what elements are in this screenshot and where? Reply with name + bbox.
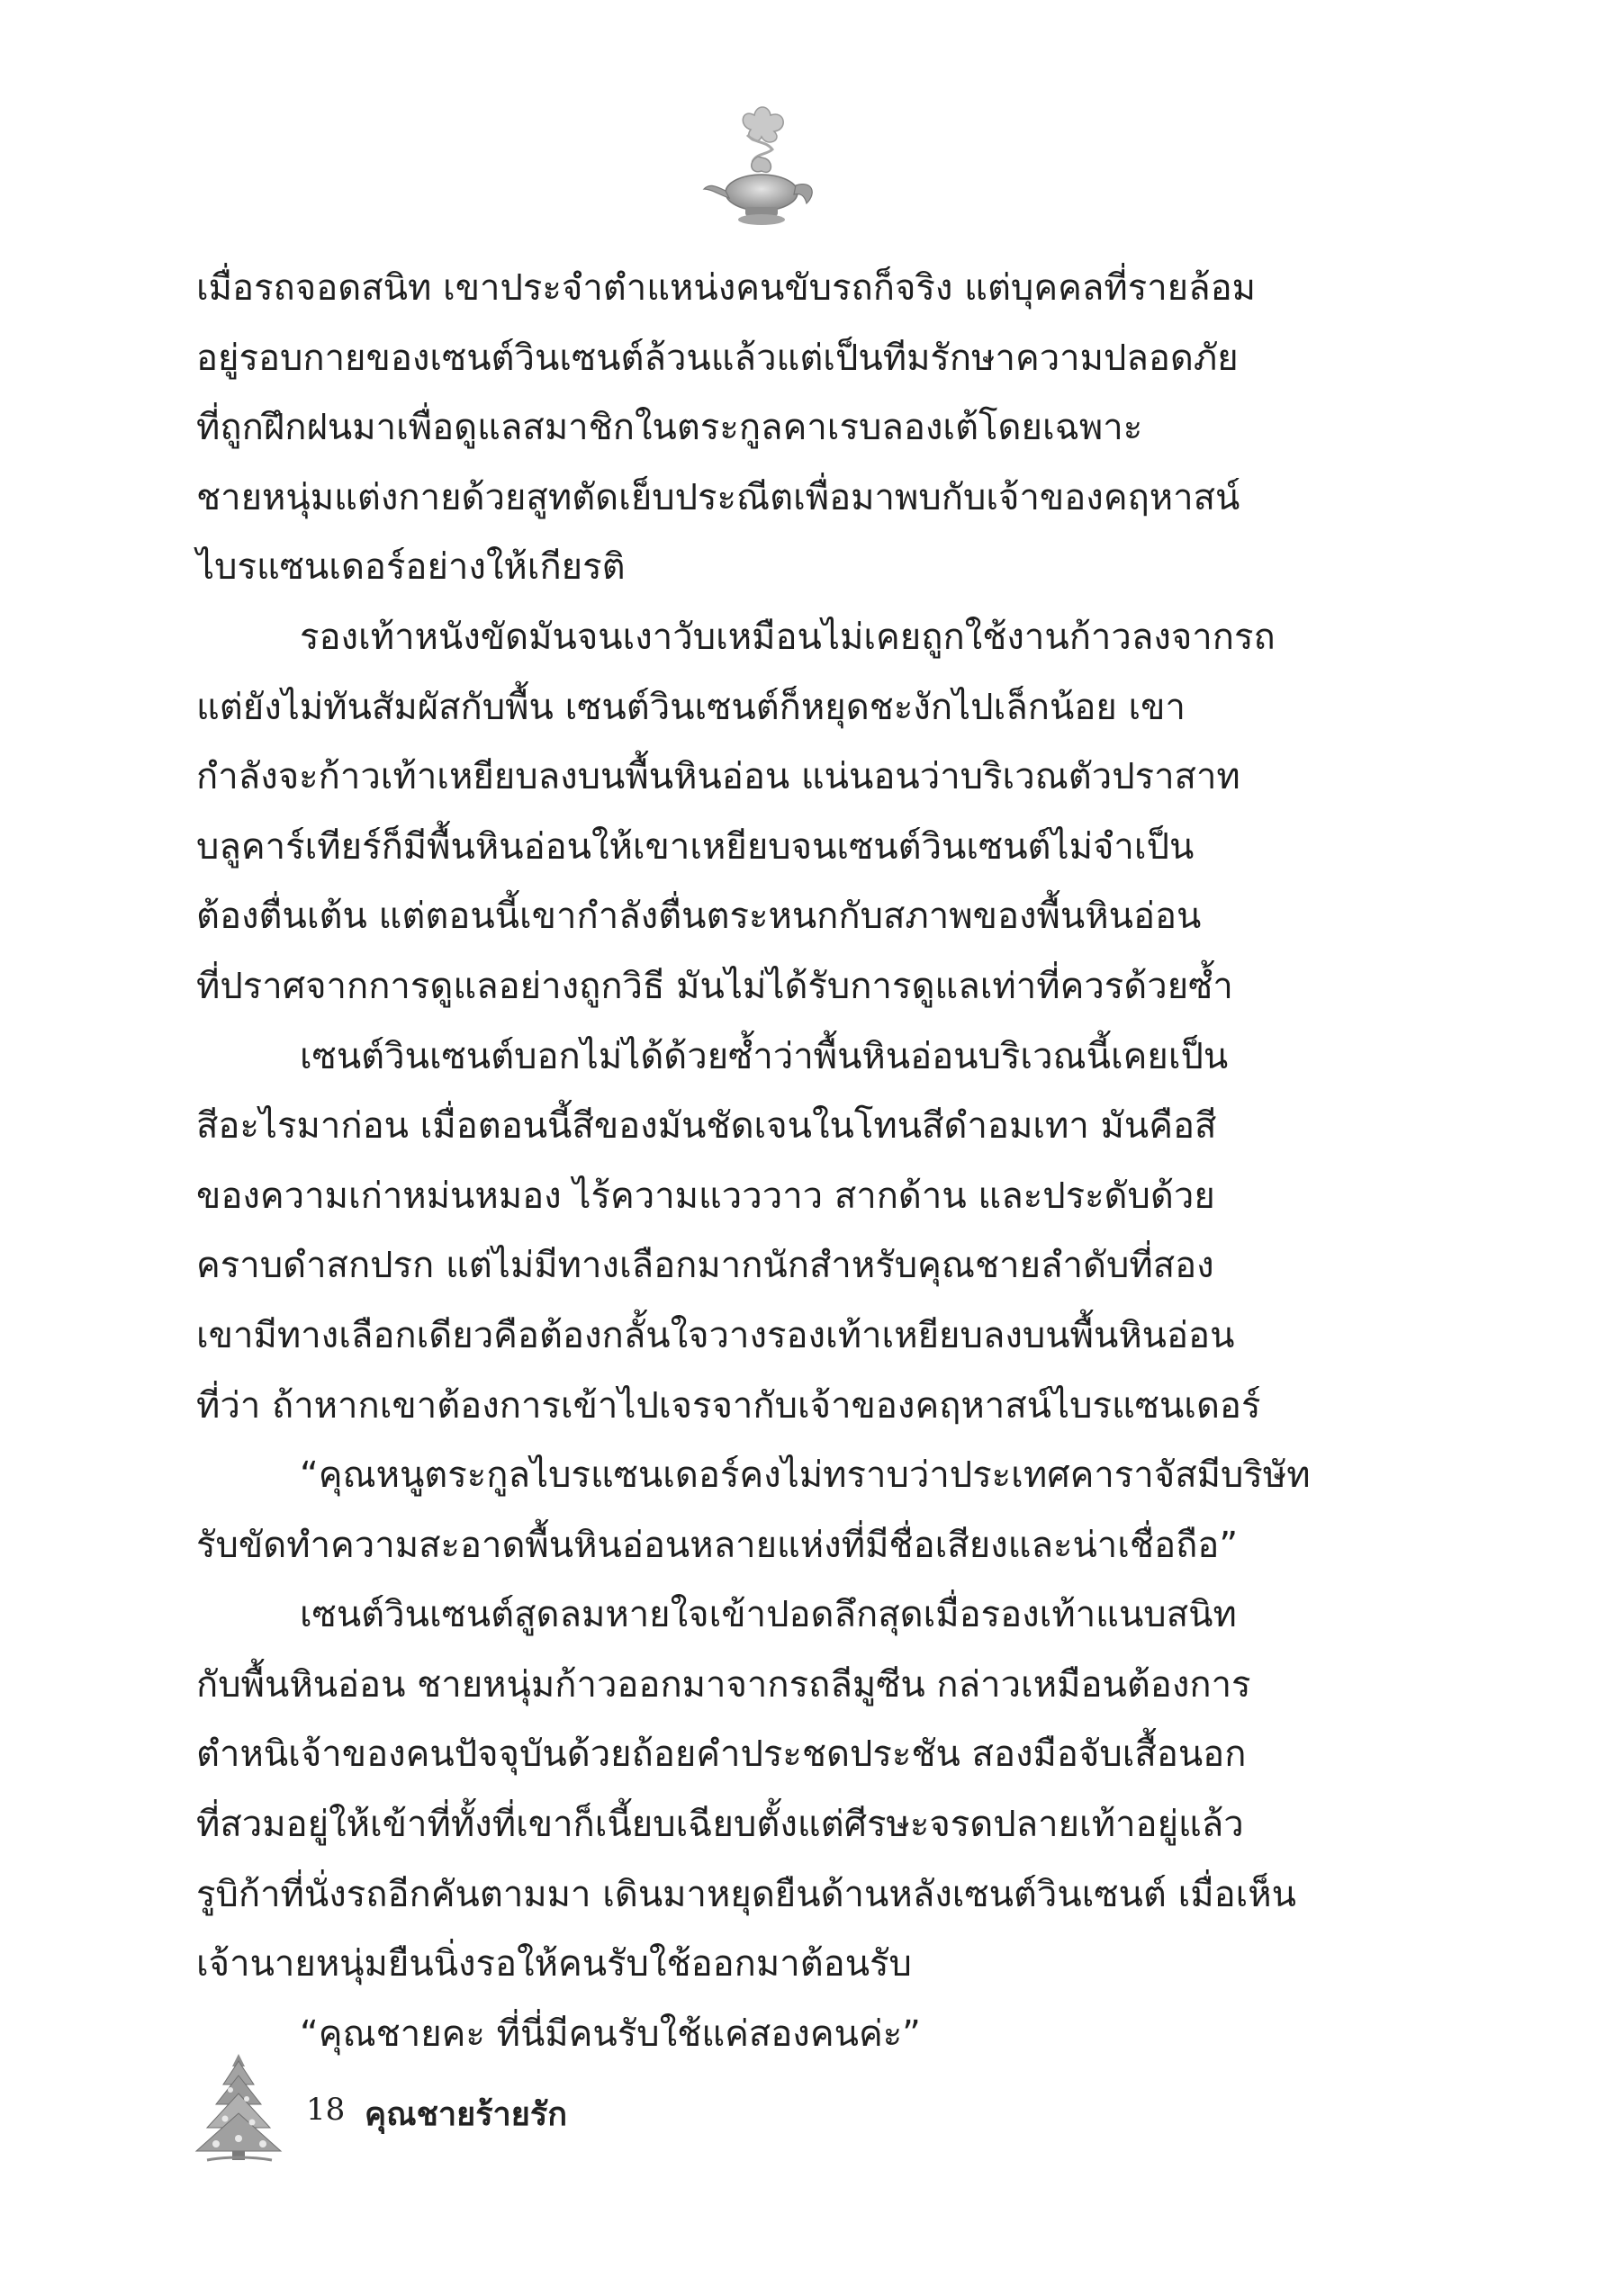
- text-line: ต้องตื่นเต้น แต่ตอนนี้เขากำลังตื่นตระหนกกับสภาพของพื้นหินอ่อน: [196, 896, 1202, 938]
- text-line: คราบดำสกปรก แต่ไม่มีทางเลือกมากนักสำหรับคุณชายลำดับที่สอง: [196, 1245, 1214, 1287]
- text-line: “คุณหนูตระกูลไบรแซนเดอร์คงไม่ทราบว่าประเทศคาราจัสมีบริษัท: [300, 1454, 1311, 1497]
- page-number: 18: [306, 2092, 346, 2128]
- text-line: ชายหนุ่มแต่งกายด้วยสูทตัดเย็บประณีตเพื่อมาพบกับเจ้าของคฤหาสน์: [196, 476, 1240, 518]
- text-line: เซนต์วินเซนต์สูดลมหายใจเข้าปอดลึกสุดเมื่อรองเท้าแนบสนิท: [300, 1594, 1237, 1636]
- text-line: กับพื้นหินอ่อน ชายหนุ่มก้าวออกมาจากรถลีมูซีน กล่าวเหมือนต้องการ: [196, 1663, 1251, 1706]
- text-line: อยู่รอบกายของเซนต์วินเซนต์ล้วนแล้วแต่เป็นทีมรักษาความปลอดภัย: [196, 337, 1239, 379]
- text-line: บลูคาร์เทียร์ก็มีพื้นหินอ่อนให้เขาเหยียบจนเซนต์วินเซนต์ไม่จำเป็น: [196, 825, 1195, 868]
- text-line: ตำหนิเจ้าของคนปัจจุบันด้วยถ้อยคำประชดประชัน สองมือจับเสื้อนอก: [196, 1733, 1247, 1776]
- text-line: ไบรแซนเดอร์อย่างให้เกียรติ: [196, 546, 626, 589]
- text-line: ของความเก่าหม่นหมอง ไร้ความแวววาว สากด้าน และประดับด้วย: [196, 1175, 1215, 1217]
- text-line: รองเท้าหนังขัดมันจนเงาวับเหมือนไม่เคยถูกใช้งานก้าวลงจากรถ: [300, 616, 1276, 658]
- text-line: ที่ถูกฝึกฝนมาเพื่อดูแลสมาชิกในตระกูลคาเรบลองเต้โดยเฉพาะ: [196, 407, 1143, 449]
- page-footer: [189, 2050, 819, 2167]
- text-line: แต่ยังไม่ทันสัมผัสกับพื้น เซนต์วินเซนต์ก็หยุดชะงักไปเล็กน้อย เขา: [196, 686, 1186, 728]
- text-line: ที่ปราศจากการดูแลอย่างถูกวิธี มันไม่ได้รับการดูแลเท่าที่ควรด้วยซ้ำ: [196, 965, 1233, 1007]
- christmas-tree-icon: [189, 2050, 288, 2167]
- magic-lamp-icon: [702, 99, 819, 234]
- text-line: รับขัดทำความสะอาดพื้นหินอ่อนหลายแห่งที่มีชื่อเสียงและน่าเชื่อถือ”: [196, 1524, 1239, 1566]
- text-line: กำลังจะก้าวเท้าเหยียบลงบนพื้นหินอ่อน แน่นอนว่าบริเวณตัวปราสาท: [196, 756, 1240, 798]
- text-line: “คุณชายคะ ที่นี่มีคนรับใช้แค่สองคนค่ะ”: [300, 2012, 921, 2055]
- text-line: ที่สวมอยู่ให้เข้าที่ทั้งที่เขาก็เนี้ยบเฉียบตั้งแต่ศีรษะจรดปลายเท้าอยู่แล้ว: [196, 1804, 1244, 1846]
- text-line: เซนต์วินเซนต์บอกไม่ได้ด้วยซ้ำว่าพื้นหินอ่อนบริเวณนี้เคยเป็น: [300, 1035, 1229, 1077]
- text-line: สีอะไรมาก่อน เมื่อตอนนี้สีของมันชัดเจนในโทนสีดำอมเทา มันคือสี: [196, 1105, 1217, 1148]
- text-line: เขามีทางเลือกเดียวคือต้องกลั้นใจวางรองเท้าเหยียบลงบนพื้นหินอ่อน: [196, 1314, 1235, 1356]
- book-title: คุณชายร้ายรัก: [365, 2096, 567, 2133]
- text-line: รูบิก้าที่นั่งรถอีกคันตามมา เดินมาหยุดยืนด้านหลังเซนต์วินเซนต์ เมื่อเห็น: [196, 1873, 1297, 1915]
- text-line: ที่ว่า ถ้าหากเขาต้องการเข้าไปเจรจากับเจ้าของคฤหาสน์ไบรแซนเดอร์: [196, 1384, 1261, 1427]
- text-line: เมื่อรถจอดสนิท เขาประจำตำแหน่งคนขับรถก็จริง แต่บุคคลที่รายล้อม: [196, 267, 1256, 309]
- text-line: เจ้านายหนุ่มยืนนิ่งรอให้คนรับใช้ออกมาต้อนรับ: [196, 1943, 912, 1985]
- body-text: [196, 254, 1330, 2069]
